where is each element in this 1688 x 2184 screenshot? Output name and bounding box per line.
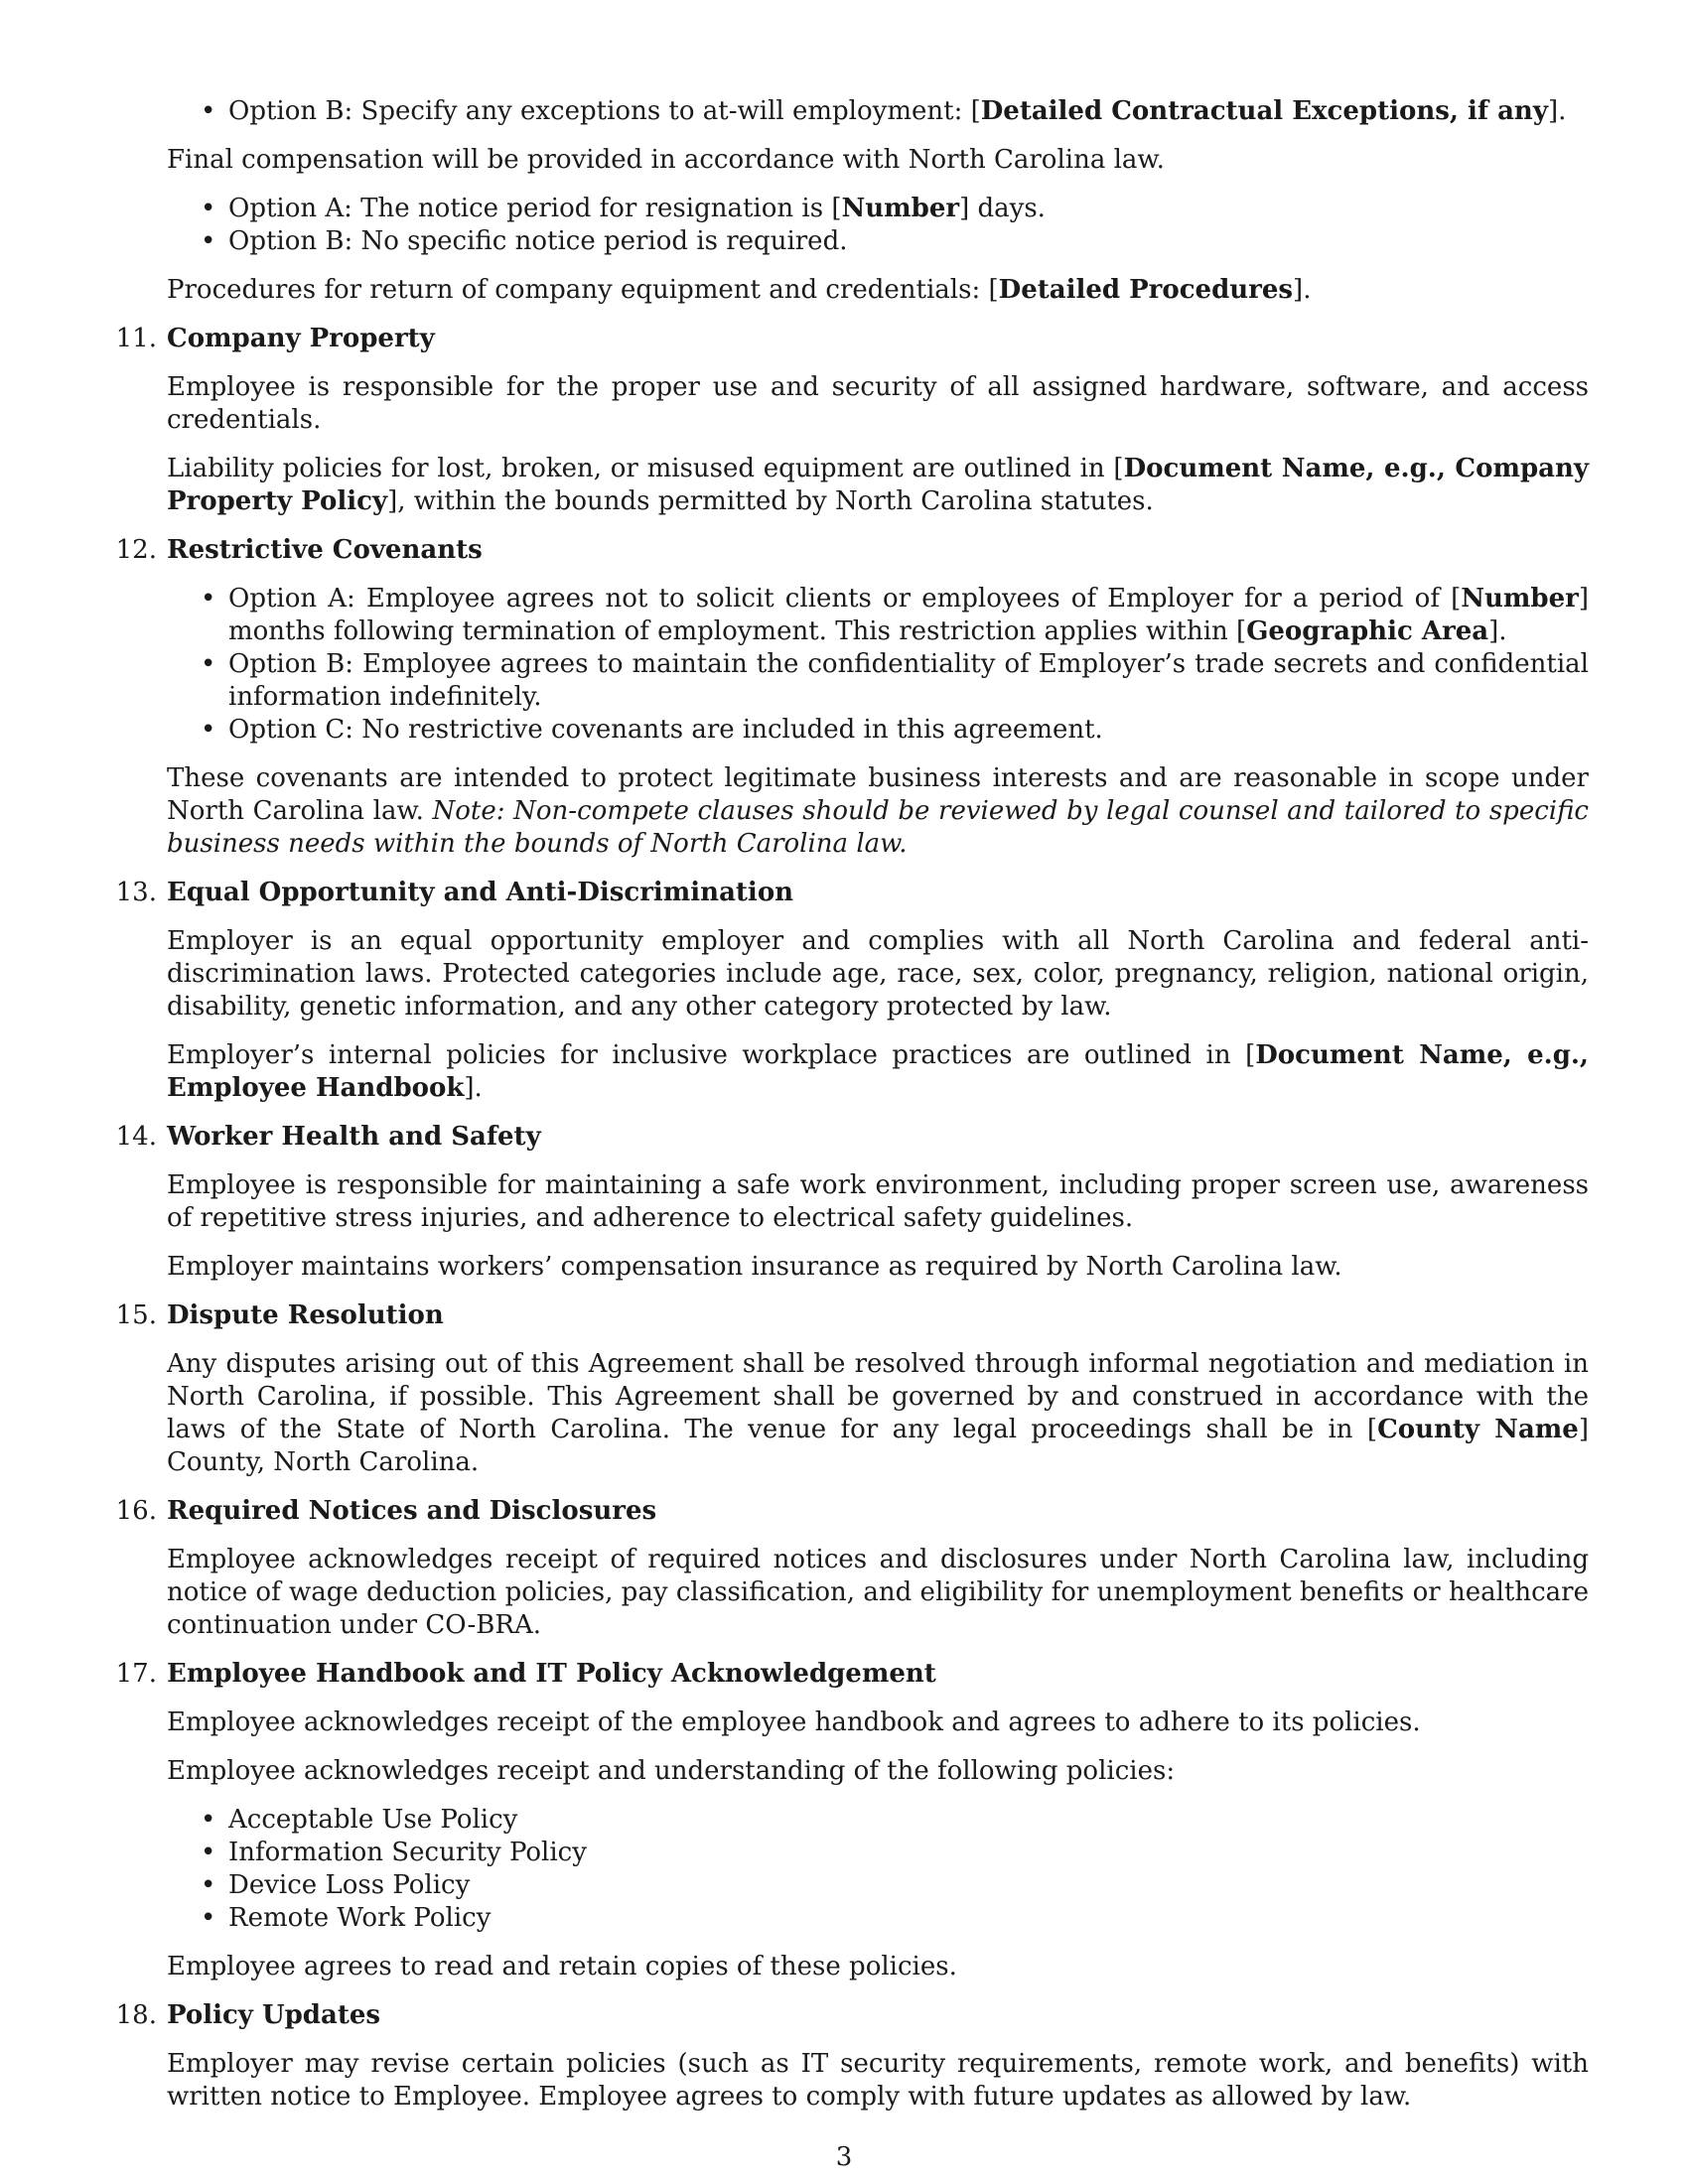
paragraph: Employee acknowledges receipt of the employee handbook and agrees to adhere to its policies. [167, 1707, 1421, 1737]
list-item: • Option A: The notice period for resignation is [Number] days. [167, 193, 1589, 225]
list-item: • Information Security Policy [167, 1837, 1589, 1869]
section-heading-company-property [115, 323, 1589, 355]
section-number: 16. [115, 1496, 157, 1526]
section-heading-health-safety [115, 1121, 1589, 1154]
section-heading-restrictive-covenants [115, 534, 1589, 567]
paragraph: Employer may revise certain policies (such as IT security requirements, remote work, and benefits) with written notice to Employee. Employee agrees to comply with future updates as allowed by law. [167, 2049, 1589, 2112]
section-title: Policy Updates [167, 2000, 381, 2030]
section-title: Required Notices and Disclosures [167, 1496, 657, 1526]
paragraph: Employer is an equal opportunity employer and complies with all North Carolina and federal anti-discrimination laws. Protected categories include age, race, sex, color, pregnancy, religion, national origin, disability, genetic information, and any other category protected by law. [167, 926, 1589, 1022]
section-title: Employee Handbook and IT Policy Acknowledgement [167, 1659, 936, 1689]
document-page [115, 95, 1590, 2129]
legal-note: Note: Non-compete clauses should be reviewed by legal counsel and tailored to specific business needs within the bounds of North Carolina law. [167, 796, 1589, 859]
return-procedures-text: Procedures for return of company equipment and credentials: [Detailed Procedures]. [167, 275, 1312, 305]
exceptions-list [167, 95, 1589, 128]
section-title: Worker Health and Safety [167, 1122, 541, 1152]
section-number: 14. [115, 1122, 157, 1152]
section-number: 15. [115, 1300, 157, 1330]
paragraph: Liability policies for lost, broken, or misused equipment are outlined in [Document Name, e.g., Company Property Policy], within the bounds permitted by North Carolina statutes. [167, 454, 1590, 516]
section-number: 13. [115, 878, 157, 907]
section-number: 11. [115, 324, 157, 353]
section-title: Restrictive Covenants [167, 535, 483, 565]
list-item: • Option B: Specify any exceptions to at-will employment: [Detailed Contractual Exceptions, if any]. [167, 95, 1589, 128]
section-title: Dispute Resolution [167, 1300, 444, 1330]
paragraph: Employee is responsible for the proper use and security of all assigned hardware, software, and access credentials. [167, 372, 1589, 435]
paragraph: Employee acknowledges receipt and understanding of the following policies: [167, 1756, 1176, 1786]
paragraph: Employer’s internal policies for inclusive workplace practices are outlined in [Document Name, e.g., Employee Handbook]. [167, 1040, 1589, 1103]
list-item: • Device Loss Policy [167, 1869, 1589, 1902]
list-item: • Acceptable Use Policy [167, 1804, 1589, 1837]
section-number: 17. [115, 1659, 157, 1689]
paragraph: These covenants are intended to protect legitimate business interests and are reasonable in scope under North Carolina law. Note: Non-compete clauses should be reviewed by legal counsel and tailored to specific business needs within the bounds of North Carolina law. [167, 763, 1589, 859]
section-heading-equal-opportunity [115, 877, 1589, 909]
notice-options-list [167, 193, 1589, 258]
list-item: • Remote Work Policy [167, 1902, 1589, 1935]
section-number: 12. [115, 535, 157, 565]
page-number: 3 [835, 2142, 853, 2172]
section-heading-dispute-resolution [115, 1299, 1589, 1332]
list-item: • Option C: No restrictive covenants are included in this agreement. [167, 714, 1589, 747]
section-title: Company Property [167, 324, 435, 353]
paragraph: Any disputes arising out of this Agreement shall be resolved through informal negotiation and mediation in North Carolina, if possible. This Agreement shall be governed by and construed in accordance with the laws of the State of North Carolina. The venue for any legal proceedings shall be in [County Name] County, North Carolina. [167, 1349, 1589, 1477]
paragraph: Employee agrees to read and retain copies of these policies. [167, 1952, 957, 1981]
section-title: Equal Opportunity and Anti-Discrimination [167, 878, 794, 907]
paragraph: Employer maintains workers’ compensation insurance as required by North Carolina law. [167, 1252, 1342, 1282]
list-item: • Option B: No specific notice period is required. [167, 225, 1589, 258]
list-item: • Option A: Employee agrees not to solicit clients or employees of Employer for a period of [Number] months following termination of employment. This restriction applies within [Geographic Area]. [167, 583, 1589, 648]
section-heading-policy-updates [115, 1999, 1589, 2032]
section-heading-handbook [115, 1658, 1589, 1691]
section-heading-notices [115, 1495, 1589, 1528]
paragraph: Employee is responsible for maintaining a safe work environment, including proper screen use, awareness of repetitive stress injuries, and adherence to electrical safety guidelines. [167, 1170, 1589, 1233]
covenant-options-list [167, 583, 1589, 747]
list-item: • Option B: Employee agrees to maintain the confidentiality of Employer’s trade secrets and confidential information indefinitely. [167, 648, 1589, 714]
section-number: 18. [115, 2000, 157, 2030]
policy-list [167, 1804, 1589, 1935]
final-compensation-text: Final compensation will be provided in accordance with North Carolina law. [167, 145, 1165, 175]
paragraph: Employee acknowledges receipt of required notices and disclosures under North Carolina law, including notice of wage deduction policies, pay classification, and eligibility for unemployment benefits or healthcare continuation under CO-BRA. [167, 1545, 1589, 1640]
